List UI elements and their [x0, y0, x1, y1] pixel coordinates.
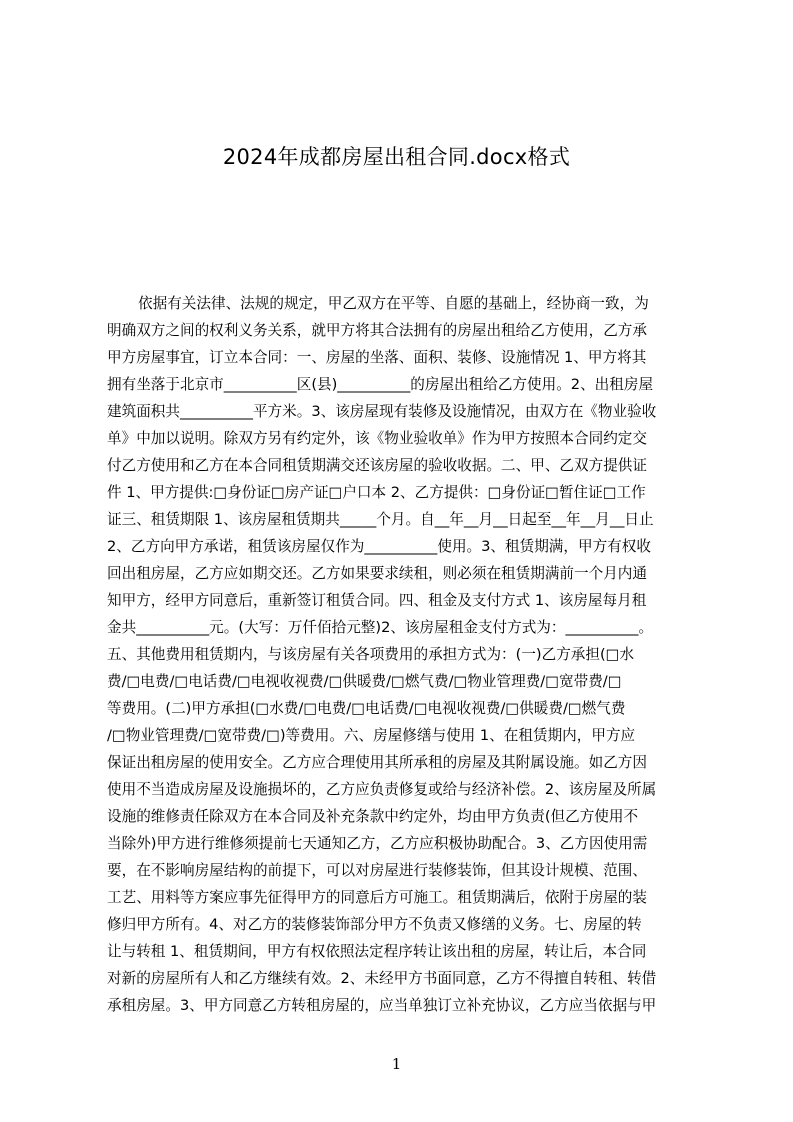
body-line: 对新的房屋所有人和乙方继续有效。2、未经甲方书面同意，乙方不得擅自转租、转借 [107, 970, 657, 987]
body-line: 工艺、用料等方案应事先征得甲方的同意后方可施工。租赁期满后，依附于房屋的装 [107, 889, 647, 906]
body-line: 费/□电费/□电话费/□电视收视费/□供暖费/□燃气费/□物业管理费/□宽带费/□ [107, 673, 622, 690]
body-line: 件 1、甲方提供:□身份证□房产证□户口本 2、乙方提供：□身份证□暂住证□工作 [107, 484, 646, 501]
contract-body [107, 290, 697, 1019]
body-line: 明确双方之间的权利义务关系，就甲方将其合法拥有的房屋出租给乙方使用，乙方承 [107, 322, 647, 339]
body-line: 2、乙方向甲方承诺，租赁该房屋仅作为__________使用。3、租赁期满，甲方有权收 [107, 538, 651, 555]
body-line: 修归甲方所有。4、对乙方的装修装饰部分甲方不负责又修缮的义务。七、房屋的转 [107, 916, 642, 933]
page-number: 1 [391, 1055, 402, 1073]
body-line: 拥有坐落于北京市__________区(县)__________的房屋出租给乙方使用。2、出租房屋 [107, 376, 654, 393]
body-line: /□物业管理费/□宽带费/□)等费用。六、房屋修缮与使用 1、在租赁期内，甲方应 [107, 727, 636, 744]
body-line: 知甲方，经甲方同意后，重新签订租赁合同。四、租金及支付方式 1、该房屋每月租 [107, 592, 647, 609]
body-line: 保证出租房屋的使用安全。乙方应合理使用其所承租的房屋及其附属设施。如乙方因 [107, 754, 647, 771]
document-title: 2024年成都房屋出租合同.docx格式 [222, 145, 571, 169]
body-line: 设施的维修责任除双方在本合同及补充条款中约定外，均由甲方负责(但乙方使用不 [107, 808, 639, 825]
body-line: 金共__________元。(大写：万仟佰拾元整)2、该房屋租金支付方式为：__________。 [107, 619, 654, 636]
body-line: 当除外)甲方进行维修须提前七天通知乙方，乙方应积极协助配合。3、乙方因使用需 [107, 835, 648, 852]
body-line: 甲方房屋事宜，订立本合同：一、房屋的坐落、面积、装修、设施情况 1、甲方将其 [107, 349, 647, 366]
body-line: 等费用。(二)甲方承担(□水费/□电费/□电话费/□电视收视费/□供暖费/□燃气费 [107, 700, 626, 717]
body-line: 单》中加以说明。除双方另有约定外，该《物业验收单》作为甲方按照本合同约定交 [107, 430, 647, 447]
body-line: 五、其他费用租赁期内，与该房屋有关各项费用的承担方式为：(一)乙方承担(□水 [107, 646, 635, 663]
body-line: 付乙方使用和乙方在本合同租赁期满交还该房屋的验收收据。二、甲、乙双方提供证 [107, 457, 647, 474]
body-line: 使用不当造成房屋及设施损坏的，乙方应负责修复或给与经济补偿。2、该房屋及所属 [107, 781, 657, 798]
body-line: 回出租房屋，乙方应如期交还。乙方如果要求续租，则必须在租赁期满前一个月内通 [107, 565, 647, 582]
body-line: 依据有关法律、法规的规定，甲乙双方在平等、自愿的基础上，经协商一致，为 [138, 295, 649, 312]
body-line: 建筑面积共__________平方米。3、该房屋现有装修及设施情况，由双方在《物业验收 [107, 403, 657, 420]
body-line: 证三、租赁期限 1、该房屋租赁期共_____个月。自__年__月__日起至__年__月__日止 [107, 511, 654, 528]
body-line: 要，在不影响房屋结构的前提下，可以对房屋进行装修装饰，但其设计规模、范围、 [107, 862, 647, 879]
body-line: 让与转租 1、租赁期间，甲方有权依照法定程序转让该出租的房屋，转让后，本合同 [107, 943, 647, 960]
body-line: 承租房屋。3、甲方同意乙方转租房屋的，应当单独订立补充协议，乙方应当依据与甲 [107, 997, 657, 1014]
